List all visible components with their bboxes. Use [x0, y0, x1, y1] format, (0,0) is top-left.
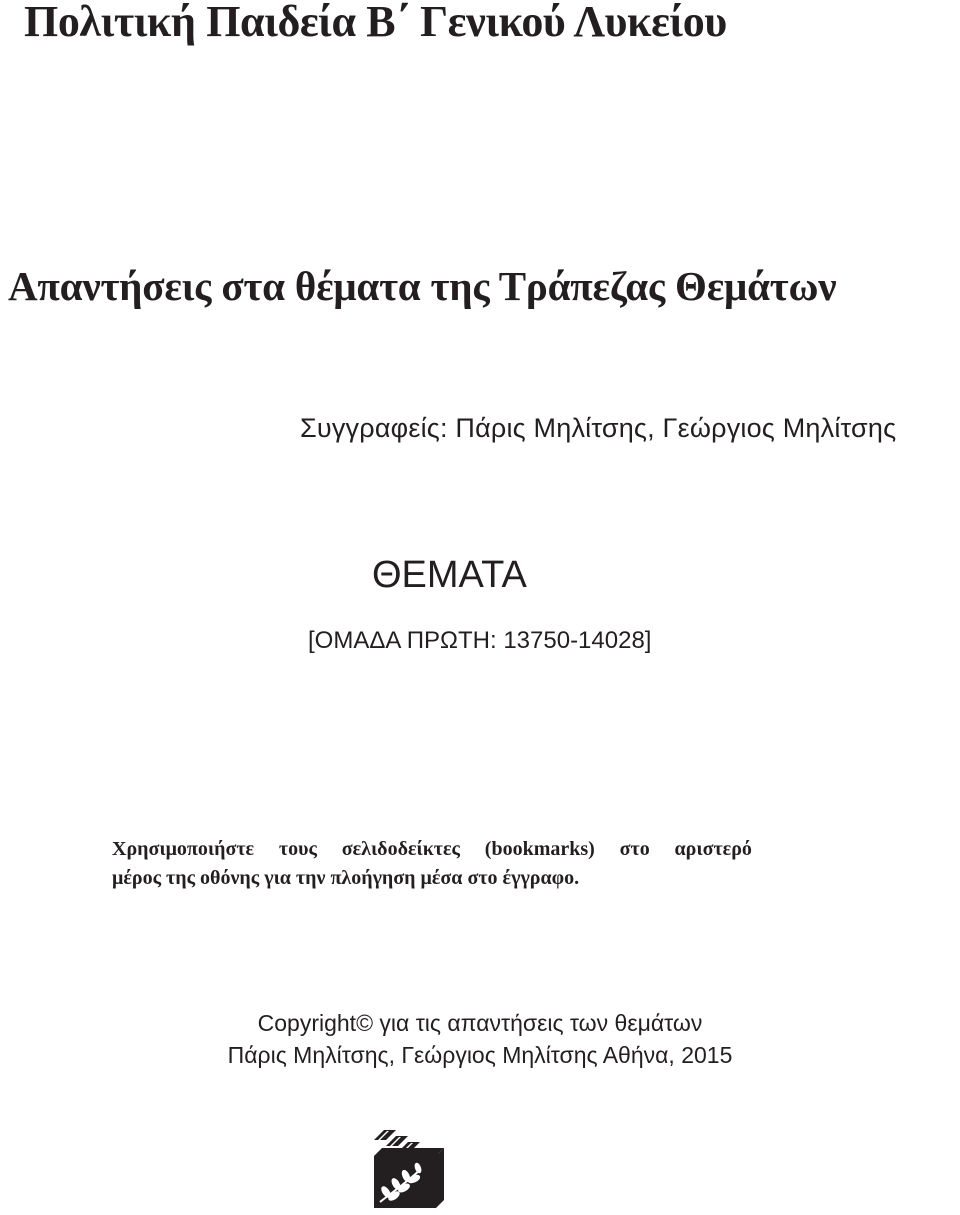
authors-line: Συγγραφείς: Πάρις Μηλίτσης, Γεώργιος Μηλίτσης — [300, 413, 897, 443]
books-olive-branch-icon — [368, 1126, 446, 1210]
instruction-word: στο — [619, 838, 650, 860]
instruction-word: (bookmarks) — [484, 838, 595, 860]
document-subtitle: Απαντήσεις στα θέματα της Τράπεζας Θεμάτων — [8, 263, 837, 309]
copyright-line-1: Copyright© για τις απαντήσεις των θεμάτων — [257, 1010, 703, 1036]
instruction-word: σελιδοδείκτες — [341, 838, 460, 860]
copyright-line-2: Πάρις Μηλίτσης, Γεώργιος Μηλίτσης Αθήνα, 2015 — [227, 1042, 733, 1068]
instructions-line-2: μέρος της οθόνης για την πλοήγηση μέσα στο έγγραφο. — [112, 867, 580, 889]
instructions-line-1 — [112, 835, 752, 864]
instruction-word: Χρησιμοποιήστε — [112, 838, 255, 860]
group-range: [ΟΜΑΔΑ ΠΡΩΤΗ: 13750-14028] — [308, 627, 652, 654]
instruction-word: τους — [278, 838, 317, 860]
navigation-instructions — [112, 835, 752, 893]
themes-heading: ΘΕΜΑΤΑ — [372, 554, 527, 596]
instruction-word: αριστερό — [674, 838, 752, 860]
book-title: Πολιτική Παιδεία Β΄ Γενικού Λυκείου — [24, 0, 727, 46]
